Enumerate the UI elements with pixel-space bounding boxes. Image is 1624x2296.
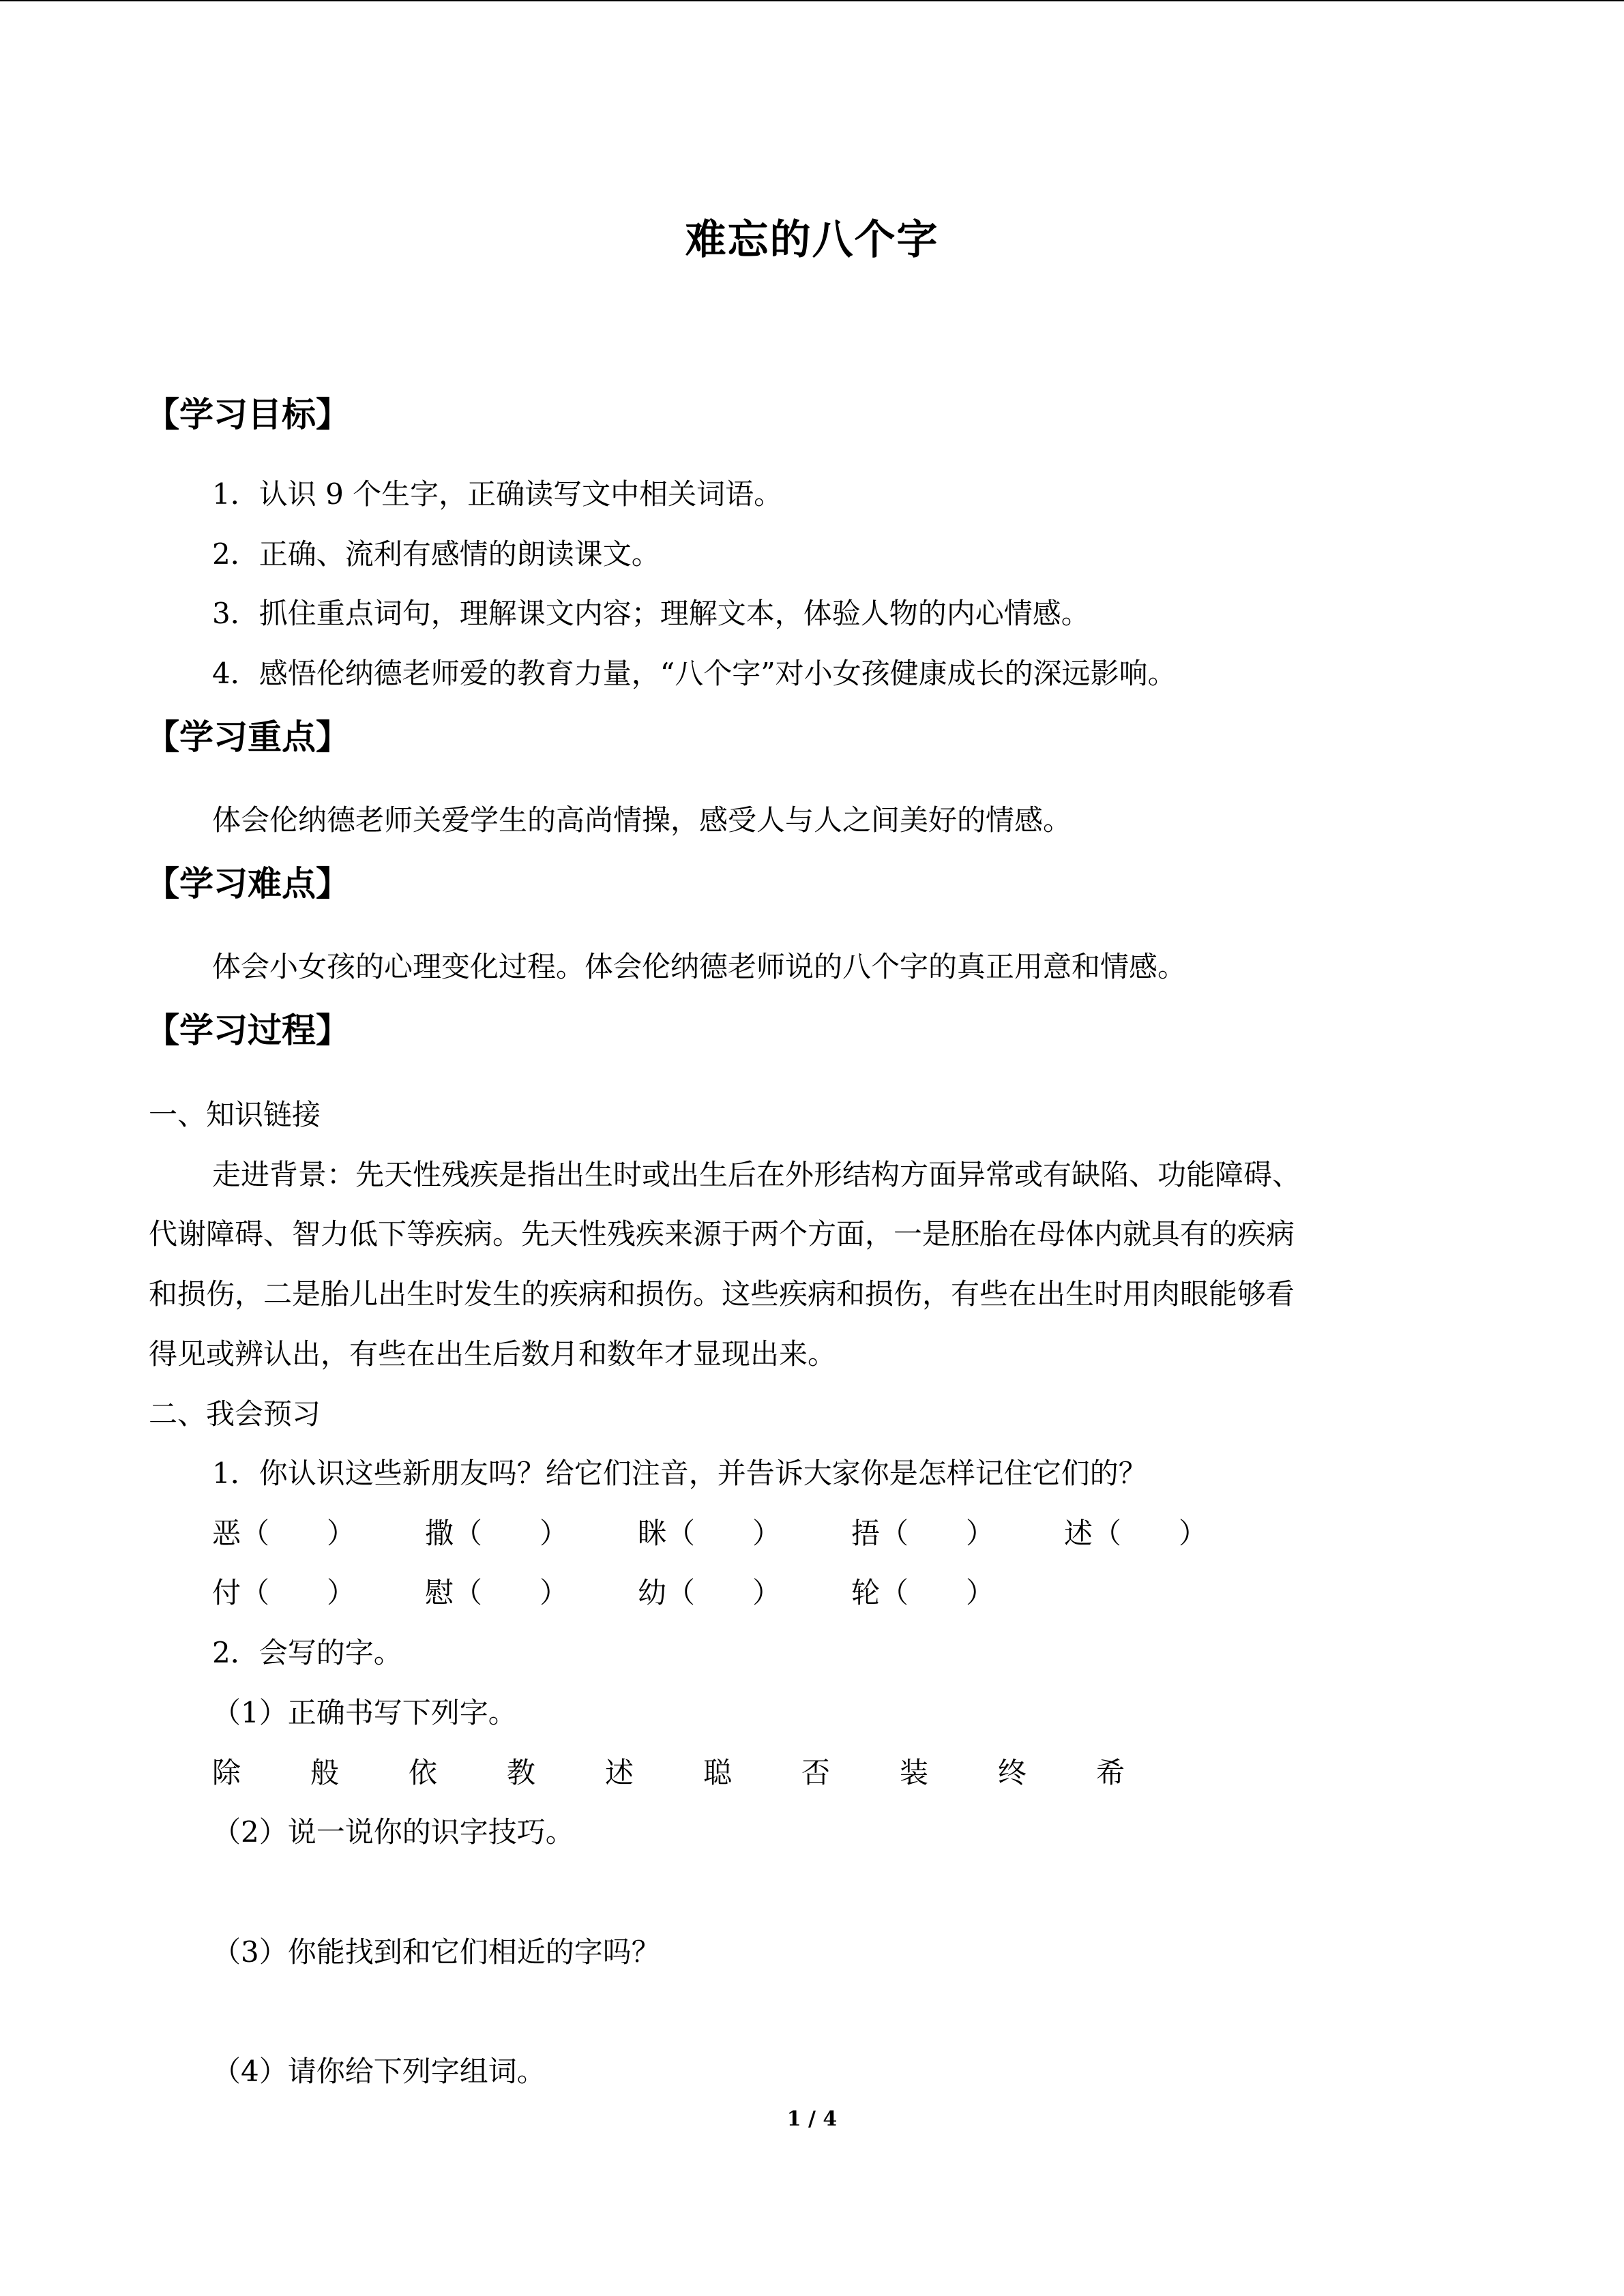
page-number: 1 / 4 [786,2107,838,2131]
question-2-3: （3）你能找到和它们相近的字吗？ [212,1935,660,1969]
write-char: 终 [998,1756,1027,1789]
heading-process: 【学习过程】 [145,1011,350,1050]
write-char: 希 [1096,1756,1125,1789]
part1-title: 一、知识链接 [149,1098,321,1131]
key-points-text: 体会伦纳德老师关爱学生的高尚情操，感受人与人之间美好的情感。 [212,803,1072,837]
write-char: 依 [409,1756,438,1789]
part1-line-3: 和损伤，二是胎儿出生时发生的疾病和损伤。这些疾病和损伤，有些在出生时用肉眼能够看 [149,1277,1295,1311]
heading-goals: 【学习目标】 [145,395,350,434]
pinyin-item: 付（ ） [212,1576,356,1609]
goal-item-1: 1．认识 9 个生字，正确读写文中相关词语。 [212,477,783,511]
part1-line-1: 走进背景：先天性残疾是指出生时或出生后在外形结构方面异常或有缺陷、功能障碍、 [212,1158,1301,1191]
pinyin-item: 恶（ ） [212,1517,356,1550]
part1-line-4: 得见或辨认出，有些在出生后数月和数年才显现出来。 [149,1337,837,1371]
heading-difficulties: 【学习难点】 [145,864,350,904]
write-char: 般 [310,1756,340,1789]
question-1: 1．你认识这些新朋友吗？给它们注音，并告诉大家你是怎样记住它们的？ [212,1457,1147,1490]
top-border [0,0,1624,1]
page-title: 难忘的八个字 [685,216,939,264]
difficulties-text: 体会小女孩的心理变化过程。体会伦纳德老师说的八个字的真正用意和情感。 [212,950,1187,983]
goal-item-4: 4．感悟伦纳德老师爱的教育力量，“八个字”对小女孩健康成长的深远影响。 [212,657,1177,690]
question-2: 2．会写的字。 [212,1636,402,1669]
write-char: 装 [900,1756,929,1789]
pinyin-item: 幼（ ） [638,1576,782,1609]
part2-title: 二、我会预习 [149,1397,321,1431]
goal-item-2: 2．正确、流利有感情的朗读课文。 [212,537,660,571]
write-char: 述 [605,1756,634,1789]
part1-line-2: 代谢障碍、智力低下等疾病。先天性残疾来源于两个方面，一是胚胎在母体内就具有的疾病 [149,1217,1295,1251]
write-char: 否 [801,1756,831,1789]
pinyin-item: 眯（ ） [638,1517,782,1550]
pinyin-item: 捂（ ） [851,1517,995,1550]
question-2-1: （1）正确书写下列字。 [212,1696,517,1729]
pinyin-item: 述（ ） [1064,1517,1208,1550]
question-2-4: （4）请你给下列字组词。 [212,2055,546,2088]
question-2-2: （2）说一说你的识字技巧。 [212,1815,574,1849]
pinyin-item: 撒（ ） [425,1517,569,1550]
write-char: 教 [507,1756,536,1789]
pinyin-item: 轮（ ） [851,1576,995,1609]
heading-key-points: 【学习重点】 [145,717,350,757]
write-char: 聪 [703,1756,733,1789]
write-char: 除 [212,1756,241,1789]
pinyin-item: 慰（ ） [425,1576,569,1609]
goal-item-3: 3．抓住重点词句，理解课文内容；理解文本，体验人物的内心情感。 [212,597,1090,630]
